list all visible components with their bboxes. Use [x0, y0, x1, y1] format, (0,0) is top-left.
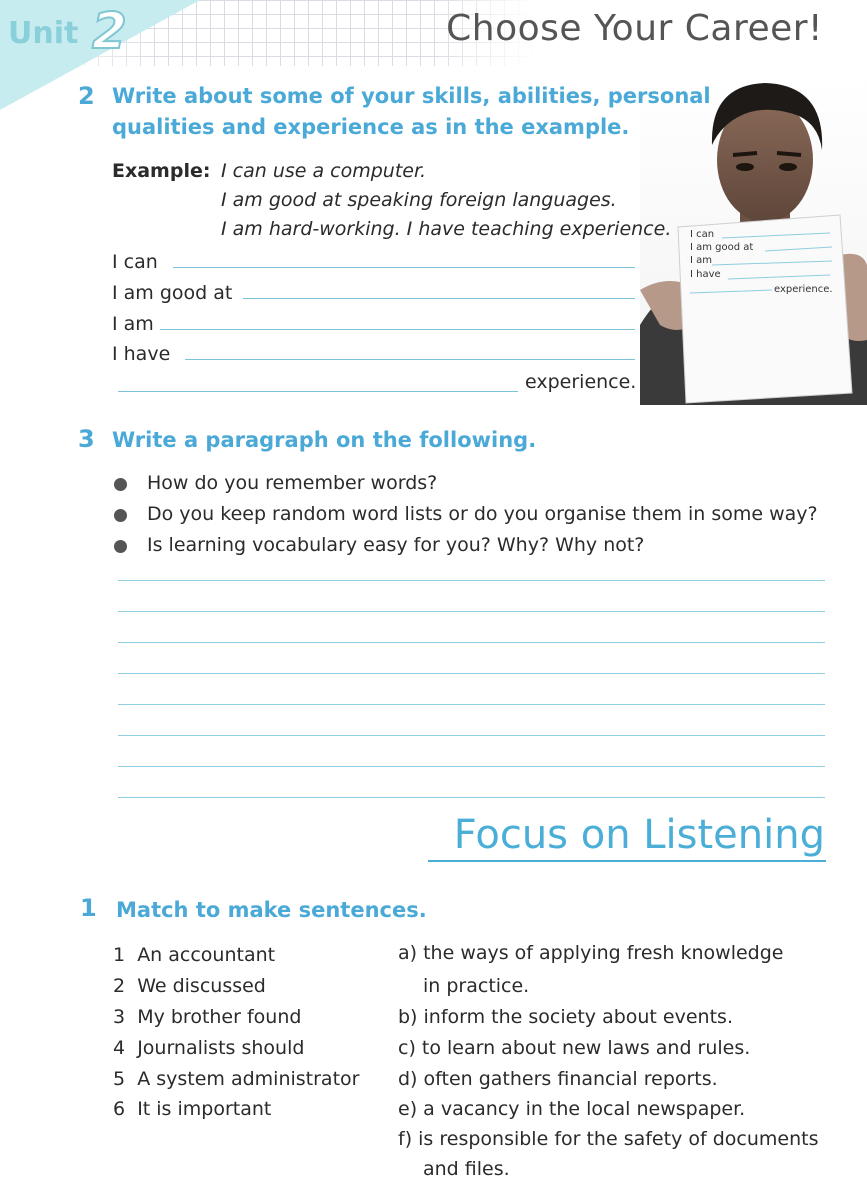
- bullet-dot-icon: [114, 540, 127, 553]
- match-right-c: c) to learn about new laws and rules.: [398, 1037, 751, 1059]
- example-label: Example:: [112, 160, 211, 182]
- example-line-2: I am good at speaking foreign languages.: [221, 189, 617, 211]
- exercise-3-number: 3: [78, 425, 95, 453]
- bullet-dot-icon: [114, 509, 127, 522]
- example-line-1: I can use a computer.: [221, 160, 427, 182]
- exercise-2-title-line1: Write about some of your skills, abilities, personal: [112, 84, 711, 108]
- prompt-i-have: I have: [112, 343, 171, 365]
- writing-line[interactable]: [118, 766, 825, 767]
- bullet-dot-icon: [114, 478, 127, 491]
- blank-i-can[interactable]: [173, 267, 635, 268]
- man-holding-card-photo: [640, 75, 867, 405]
- bullet-3: Is learning vocabulary easy for you? Why? Why not?: [147, 534, 645, 556]
- exercise-1-number: 1: [80, 894, 97, 922]
- match-left-6: 6 It is important: [113, 1098, 272, 1120]
- match-left-3: 3 My brother found: [113, 1006, 302, 1028]
- writing-line[interactable]: [118, 673, 825, 674]
- writing-line[interactable]: [118, 797, 825, 798]
- writing-line[interactable]: [118, 611, 825, 612]
- exercise-3-title: Write a paragraph on the following.: [112, 428, 537, 452]
- prompt-i-am: I am: [112, 313, 154, 335]
- match-right-f: f) is responsible for the safety of documents: [398, 1128, 819, 1150]
- match-right-a: a) the ways of applying fresh knowledge: [398, 942, 784, 964]
- example-line-3: I am hard-working. I have teaching experience.: [221, 218, 672, 240]
- unit-label: Unit: [8, 16, 79, 51]
- match-left-1: 1 An accountant: [113, 944, 276, 966]
- exercise-1-title: Match to make sentences.: [116, 898, 427, 922]
- writing-line[interactable]: [118, 580, 825, 581]
- prompt-i-am-good-at: I am good at: [112, 282, 233, 304]
- card-line-2: I am good at: [690, 242, 754, 253]
- exercise-2-number: 2: [78, 82, 95, 110]
- card-line-1: I can: [690, 229, 715, 240]
- card-line-3: I am: [690, 255, 712, 266]
- experience-ending: experience.: [525, 371, 637, 393]
- section-title-underline: [428, 860, 826, 862]
- prompt-i-can: I can: [112, 251, 158, 273]
- match-left-4: 4 Journalists should: [113, 1037, 305, 1059]
- card-line-4: I have: [690, 269, 721, 280]
- match-left-5: 5 A system administrator: [113, 1068, 360, 1090]
- match-right-b: b) inform the society about events.: [398, 1006, 733, 1028]
- card-ending: experience.: [774, 284, 833, 295]
- writing-line[interactable]: [118, 735, 825, 736]
- bullet-1: How do you remember words?: [147, 472, 438, 494]
- blank-experience[interactable]: [118, 391, 518, 392]
- writing-line[interactable]: [118, 704, 825, 705]
- match-right-d: d) often gathers financial reports.: [398, 1068, 718, 1090]
- bullet-2: Do you keep random word lists or do you organise them in some way?: [147, 503, 818, 525]
- page-title: Choose Your Career!: [446, 8, 823, 49]
- writing-line[interactable]: [118, 642, 825, 643]
- blank-i-am[interactable]: [160, 329, 635, 330]
- unit-number: 2: [92, 2, 127, 60]
- exercise-2-title-line2: qualities and experience as in the example.: [112, 115, 630, 139]
- match-right-f-cont: and files.: [423, 1158, 510, 1180]
- blank-i-am-good-at[interactable]: [243, 298, 635, 299]
- section-title-focus-on-listening: Focus on Listening: [453, 812, 825, 858]
- match-right-e: e) a vacancy in the local newspaper.: [398, 1098, 746, 1120]
- blank-i-have[interactable]: [185, 359, 635, 360]
- match-left-2: 2 We discussed: [113, 975, 266, 997]
- match-right-a-cont: in practice.: [423, 975, 530, 997]
